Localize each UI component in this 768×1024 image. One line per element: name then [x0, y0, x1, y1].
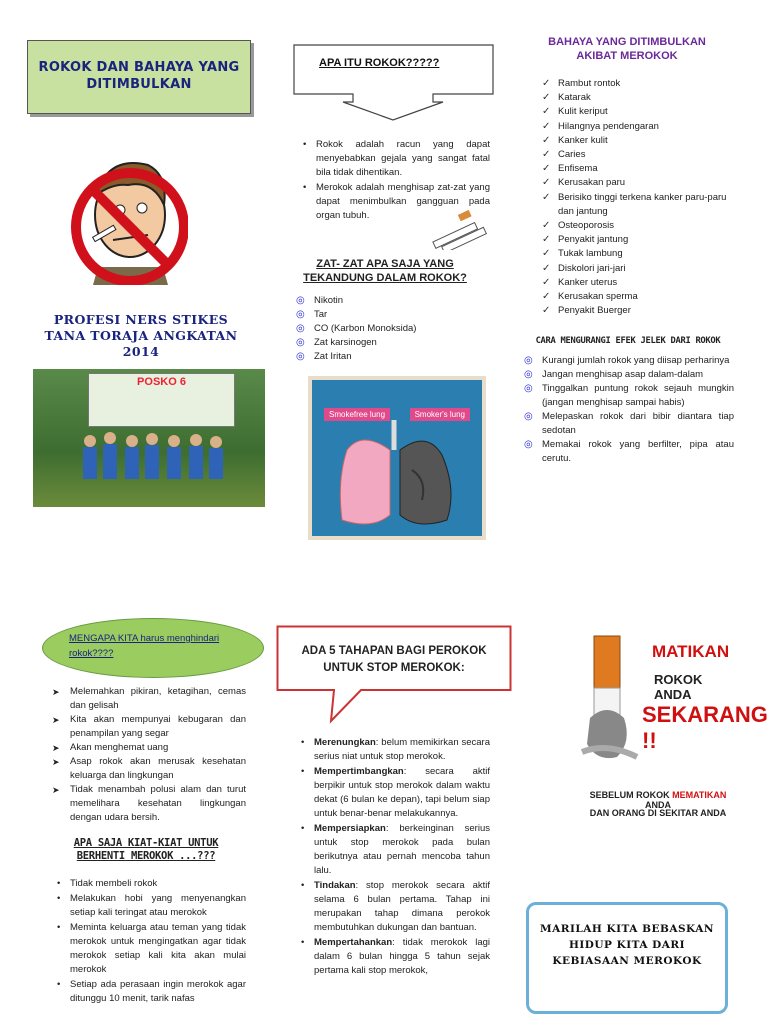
list-item: ✓ Enfisema	[542, 162, 736, 176]
apa-itu-callout	[293, 45, 493, 69]
list-item: ✓ Osteoporosis	[542, 219, 736, 233]
list-item: ✓ Kerusakan paru	[542, 176, 736, 190]
bahaya-list	[542, 77, 736, 318]
tahapan-text: : belum memikirkan secara serius niat untuk stop merokok.	[314, 737, 490, 762]
mengapa-heading: MENGAPA KITA harus menghindari rokok????	[69, 633, 220, 659]
tahapan-text: : berkeinginan serius untuk stop merokok pada bulan berikutnya atau pernah mencoba tahun lalu.	[314, 823, 490, 876]
kiat-list	[52, 877, 246, 1007]
page-title: ROKOK DAN BAHAYA YANG DITIMBULKAN	[38, 60, 240, 92]
list-item: ✓ Hilangnya pendengaran	[542, 120, 736, 134]
group-photo	[33, 369, 265, 507]
cigarette-icon	[430, 210, 490, 250]
list-item: ✓ Penyakit jantung	[542, 233, 736, 247]
ajakan-scroll	[526, 902, 728, 1014]
tahapan-text: : tidak merokok lagi dalam 6 bulan hingga 5 tahun sejak pertama kali stop merokok,	[314, 937, 490, 976]
list-item: ➤ Tidak menambah polusi alam dan turut memelihara kesehatan lingkungan dengan udara bersih.	[52, 783, 246, 825]
bahaya-heading-line: BAHAYA YANG DITIMBULKAN	[548, 36, 706, 48]
profesi-line: PROFESI NERS STIKES	[53, 312, 229, 327]
list-item	[296, 936, 490, 978]
zat-heading-line: TEKANDUNG DALAM ROKOK?	[303, 272, 467, 284]
list-item: ✓ Diskolori jari-jari	[542, 262, 736, 276]
cigarette-butt-icon	[572, 632, 642, 772]
poster-text: SEBELUM ROKOK	[589, 790, 673, 800]
mengapa-list	[52, 685, 246, 825]
poster-bottom-line	[578, 790, 738, 810]
poster-text-red: MEMATIKAN	[672, 790, 727, 800]
profesi-heading	[28, 312, 254, 360]
list-item: • Melakukan hobi yang menyenangkan setiap kali teringat atau merokok	[52, 892, 246, 920]
list-item	[296, 765, 490, 821]
list-item: ◎ Tinggalkan puntung rokok sejauh mungkin (jangan menghisap sampai habis)	[524, 382, 734, 410]
list-item: ◎ Zat karsinogen	[296, 336, 486, 350]
list-item: ➤ Asap rokok akan merusak kesehatan keluarga dan lingkungan	[52, 755, 246, 783]
list-item: ✓ Kanker kulit	[542, 134, 736, 148]
poster-matikan: MATIKAN	[652, 642, 730, 661]
zat-list	[296, 294, 486, 364]
list-item: ✓ Caries	[542, 148, 736, 162]
list-item	[296, 879, 490, 935]
list-item: ✓ Penyakit Buerger	[542, 304, 736, 318]
zat-heading	[280, 257, 490, 285]
list-item: ◎ CO (Karbon Monoksida)	[296, 322, 486, 336]
list-item: ➤ Akan menghemat uang	[52, 741, 246, 755]
list-item: ◎ Nikotin	[296, 294, 486, 308]
list-item	[296, 822, 490, 878]
tahapan-term: Mempertimbangkan	[314, 766, 404, 777]
bahaya-heading	[522, 35, 732, 63]
bahaya-heading-line: AKIBAT MEROKOK	[576, 50, 678, 62]
matikan-poster	[572, 630, 768, 842]
tahapan-term: Mempersiapkan	[314, 823, 386, 834]
list-item: ➤ Kita akan mempunyai kebugaran dan penampilan yang segar	[52, 713, 246, 741]
list-item: ◎ Jangan menghisap asap dalam-dalam	[524, 368, 734, 382]
list-item: • Merokok adalah menghisap zat-zat yang dapat menimbulkan gangguan pada organ tubuh.	[298, 181, 490, 223]
lung-illustration	[308, 376, 486, 540]
poster-text: ANDA	[645, 800, 671, 810]
tahapan-list	[296, 736, 490, 979]
no-smoking-cartoon-icon	[58, 135, 188, 285]
kiat-heading-line: APA SAJA KIAT-KIAT UNTUK	[73, 837, 219, 849]
tahapan-heading: ADA 5 TAHAPAN BAGI PEROKOK UNTUK STOP MEROKOK:	[301, 645, 487, 674]
kiat-heading-line: BERHENTI MEROKOK ...???	[76, 850, 216, 862]
mengapa-ellipse	[42, 618, 264, 678]
list-item: ✓ Kanker uterus	[542, 276, 736, 290]
list-item: ◎ Melepaskan rokok dari bibir diantara tiap sedotan	[524, 410, 734, 438]
cara-list	[524, 354, 734, 466]
list-item: ◎ Kurangi jumlah rokok yang diisap perharinya	[524, 354, 734, 368]
list-item: ◎ Memakai rokok yang berfilter, pipa atau cerutu.	[524, 438, 734, 466]
list-item: • Meminta keluarga atau teman yang tidak merokok untuk mengingatkan agar tidak merokok setiap kali kita akan mulai merokok	[52, 921, 246, 977]
list-item	[296, 736, 490, 764]
cara-heading: CARA MENGURANGI EFEK JELEK DARI ROKOK	[535, 336, 721, 346]
list-item: ◎ Tar	[296, 308, 486, 322]
apa-itu-heading: APA ITU ROKOK?????	[319, 57, 440, 69]
tahapan-term: Tindakan	[314, 880, 356, 891]
smokers-lung-label: Smoker's lung	[410, 408, 470, 421]
list-item: ✓ Berisiko tinggi terkena kanker paru-paru dan jantung	[542, 191, 736, 219]
list-item: • Rokok adalah racun yang dapat menyebabkan gejala yang sangat fatal bila tidak dihentikan.	[298, 138, 490, 180]
poster-rokok-anda: ROKOK ANDA	[654, 672, 703, 702]
title-box	[27, 40, 251, 114]
tahapan-term: Merenungkan	[314, 737, 376, 748]
poster-bottom-line: DAN ORANG DI SEKITAR ANDA	[589, 808, 727, 818]
tahapan-term: Mempertahankan	[314, 937, 393, 948]
list-item: ✓ Kerusakan sperma	[542, 290, 736, 304]
kiat-heading	[46, 837, 246, 863]
list-item: ✓ Rambut rontok	[542, 77, 736, 91]
list-item: • Setiap ada perasaan ingin merokok agar ditunggu 10 menit, tarik nafas	[52, 978, 246, 1006]
tahapan-text: : stop merokok secara aktif selama 6 bulan pertama. Tahap ini merupakan tahap dimana perokok membutuhkan dukungan dan bantuan.	[314, 880, 490, 933]
list-item: ✓ Katarak	[542, 91, 736, 105]
poster-sekarang: SEKARANG !!	[642, 702, 768, 753]
zat-heading-line: ZAT- ZAT APA SAJA YANG	[316, 258, 454, 270]
list-item: • Tidak membeli rokok	[52, 877, 246, 891]
list-item: ✓ Tukak lambung	[542, 247, 736, 261]
list-item: ➤ Melemahkan pikiran, ketagihan, cemas dan gelisah	[52, 685, 246, 713]
tahapan-text: : secara aktif berpikir untuk stop merokok dalam waktu dekat (6 bulan ke depan), tapi belum siap untuk benar-benar melakukannya.	[314, 766, 490, 819]
profesi-line: TANA TORAJA ANGKATAN	[44, 328, 238, 343]
photo-banner-text: POSKO 6	[137, 376, 186, 388]
list-item: ◎ Zat Iritan	[296, 350, 486, 364]
smokefree-lung-label: Smokefree lung	[324, 408, 390, 421]
profesi-line: 2014	[122, 344, 160, 359]
ajakan-text: MARILAH KITA BEBASKAN HIDUP KITA DARI KEBIASAAN MEROKOK	[539, 923, 715, 967]
list-item: ✓ Kulit keriput	[542, 105, 736, 119]
